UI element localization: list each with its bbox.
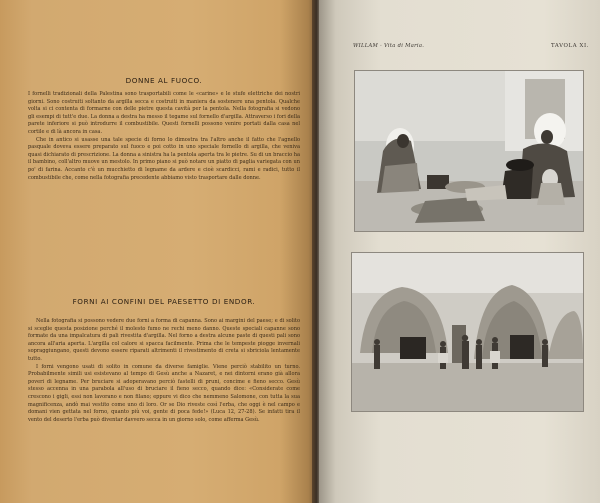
- section1-paragraph-2: Che in antico si usasse una tale specie di forno lo dimostra tra l'altro anche il fatto che l'agnello pasquale doveva essere preparato sul fuoco e poi cotto in uno speciale fornello di argilla, che veniva quasi dichiarato di prescrizione. La donna a sinistra ha la pentola aperta tra le pietre. Su di un braccio ha il bambino, coll'altro muove un mestolo. In primo piano si può notare un piatto di paglia variegata con un po' di farina. Accanto c'è un mucchietto di legname da ardere e cioè scardicci, rami e radici, tutto il combustibile che, come nella fotografia precedente abbiamo visto trasportare dalle donne.: [28, 136, 300, 181]
- section2-paragraph-2: I forni vengono usati di solito in comune da diverse famiglie. Viene perciò stabilito un turno. Probabilmente simili usi esistevano al tempo di Gesù anche a Nazaret, e nei dintorni erano già allora poveri di legname. Per bruciare si adoperavano perciò fastelli di pruni, concime e fieno secco. Gesù stesso accenna in una parabola all'uso di bruciare il fieno secco, quando dice: «Considerate come crescono i gigli, essi non lavorano e non filano; eppure vi dico che nemmeno Salomone, con tutta la sua magnificenza, andò mai vestito come uno di loro. Or se Dio riveste così l'erba, che oggi è nel campo e domani vien gettata nel forno, quanto più voi, gente di poca fede!» (Luca 12, 27-28). Se infatti tira il vento del deserto l'erba può diventar davvero secca in un giorno solo, come afferma Gesù.: [28, 363, 300, 423]
- section2-paragraph-1: Nella fotografia si possono vedere due forni a forma di capanna. Sono ai margini del paese; e di solito si sceglie questa posizione perché il molesto fumo ne rechi meno danno. Queste speciali capanne sono formate da una impalcatura di pali rivestita d'argilla. Nel forno a destra alcune paste di questi pali sono ancora all'aria aperta. L'argilla col calore si spacca facilmente. Prima che le tempeste piogge invernali sopraggiungano, questi devono essere riparati altrimenti il rivestimento di creta si sbriciola lentamente tutto.: [28, 318, 300, 362]
- right-page: [319, 0, 600, 503]
- photo-ovens-endor: [351, 252, 584, 412]
- section1-body: [28, 91, 300, 182]
- section2-body: [28, 318, 300, 424]
- running-header: [353, 43, 589, 55]
- section2-title: FORNI AI CONFINI DEL PAESETTO DI ENDOR.: [72, 297, 256, 306]
- section-heading-forni-endor: [28, 297, 300, 310]
- section1-title: DONNE AL FUOCO.: [125, 76, 203, 85]
- running-head-text: WILLAM · Vita di Maria.: [353, 43, 425, 49]
- photo-women-at-fire: [354, 70, 584, 232]
- photo-women-at-fire-image: [355, 71, 583, 231]
- plate-number-label: TAVOLA XI.: [550, 43, 589, 49]
- section1-paragraph-1: I fornelli tradizionali della Palestina sono trasportabili come le «carine» e le stufe elettriche dei nostri giorni. Sono costruiti soltanto da argilla secca e costruiti in maniera da sostenere una pentola. Qualche volta si ci contenta di formarne con delle pietre questa cavità per la pentola. Nella fotografia si vedono gli esempi di tutt'e due. La donna a destra ha messo il tegame sul fornello d'argilla. Attraverso i fori della parete inferiore si può introdurre il combustibile. Questi fornelli possono venire portati dalla casa nel cortile e di là ancora in casa.: [28, 91, 300, 135]
- photo-ovens-endor-image: [352, 253, 583, 411]
- section-heading-donne-al-fuoco: [28, 76, 300, 89]
